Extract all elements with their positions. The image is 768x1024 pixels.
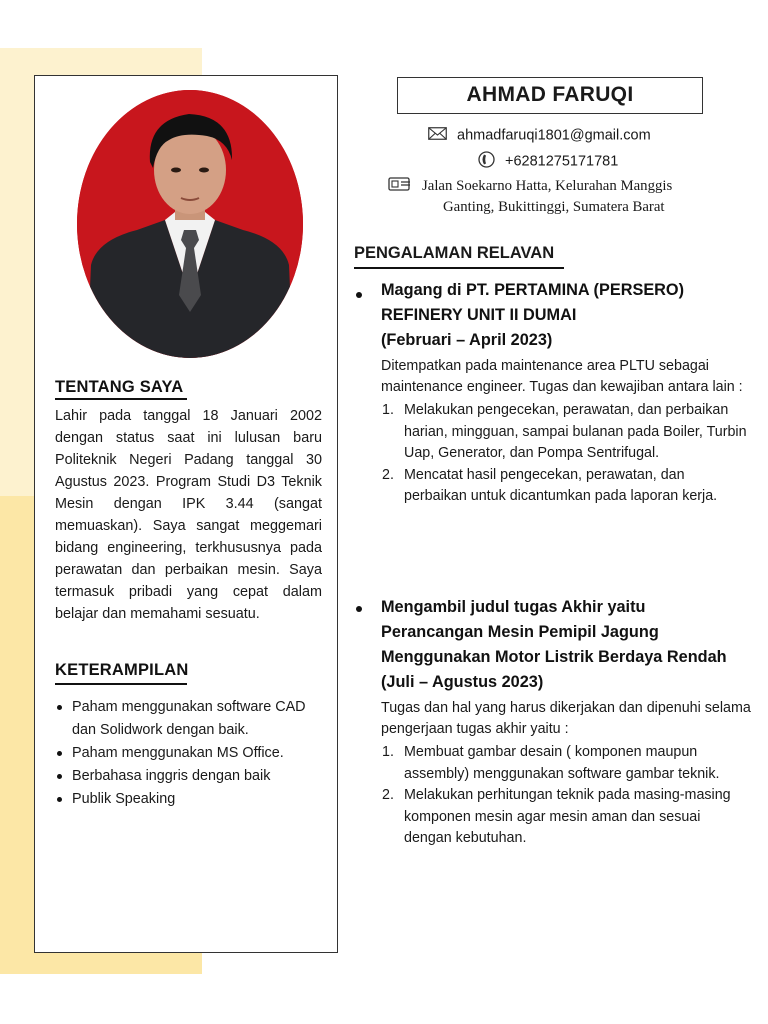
portrait-illustration: [77, 90, 303, 358]
about-text: Lahir pada tanggal 18 Januari 2002 dengan status saat ini lulusan baru Politeknik Negeri Padang tanggal 30 Agustus 2023. Program Studi D3 Teknik Mesin dengan IPK 3.44 (sangat memuaskan). Saya sangat meggemari bidang engineering, terkhususnya pada perawatan dan perbaikan mesin. Saya termasuk pribadi yang cepat dalam belajar dan memahami sesuatu.: [55, 408, 322, 622]
about-title-underline: [55, 398, 187, 400]
task-text: Melakukan pengecekan, perawatan, dan perbaikan harian, mingguan, sampai bulanan pada Boiler, Turbin Uap, Generator, dan Pompa Sentrifugal.: [404, 402, 747, 461]
skill-item: Paham menggunakan MS Office.: [55, 742, 330, 765]
email-text: ahmadfaruqi1801@gmail.com: [457, 127, 651, 144]
profile-photo: [77, 90, 303, 358]
task-text: Membuat gambar desain ( komponen maupun assembly) menggunakan software gambar teknik.: [404, 744, 720, 782]
phone-icon: [478, 151, 495, 172]
entry-bullet: [356, 292, 362, 298]
experience-entry: [381, 595, 751, 850]
entry-task-list: [381, 742, 751, 850]
address-icon-row: [388, 176, 422, 196]
task-text: Melakukan perhitungan teknik pada masing-masing komponen mesin agar mesin aman dan sesuai dengan kebutuhan.: [404, 787, 731, 846]
task-item: [381, 742, 751, 785]
task-item: [381, 785, 751, 850]
task-number: 2.: [382, 787, 394, 803]
experience-title: PENGALAMAN RELAVAN: [354, 244, 555, 262]
address-line-2: Ganting, Bukittinggi, Sumatera Barat: [443, 199, 665, 215]
task-text: Mencatat hasil pengecekan, perawatan, dan perbaikan untuk dicantumkan pada laporan kerja.: [404, 466, 718, 504]
entry-title: Magang di PT. PERTAMINA (PERSERO) REFINERY UNIT II DUMAI: [381, 281, 685, 324]
task-number: 1.: [382, 402, 394, 418]
task-number: 1.: [382, 744, 394, 760]
skills-title-underline: [55, 683, 187, 685]
task-item: [381, 465, 751, 508]
skill-item: Paham menggunakan software CAD dan Solidwork dengan baik.: [55, 696, 330, 742]
name-heading: AHMAD FARUQI: [397, 77, 703, 114]
entry-period: (Juli – Agustus 2023): [381, 673, 544, 691]
task-item: [381, 400, 751, 465]
about-title: TENTANG SAYA: [55, 378, 184, 396]
phone-row: [478, 151, 618, 172]
skill-item: Berbahasa inggris dengan baik: [55, 765, 330, 788]
skill-item: Publik Speaking: [55, 788, 330, 811]
entry-task-list: [381, 400, 751, 508]
email-row: [428, 127, 651, 144]
address-line-1: Jalan Soekarno Hatta, Kelurahan Manggis: [422, 178, 673, 194]
left-panel: [34, 75, 338, 953]
experience-entry: [381, 278, 751, 508]
envelope-icon: [428, 127, 447, 144]
entry-description: Tugas dan hal yang harus dikerjakan dan dipenuhi selama pengerjaan tugas akhir yaitu :: [381, 700, 751, 737]
skills-title: KETERAMPILAN: [55, 661, 189, 679]
address-card-icon: [388, 176, 412, 196]
experience-title-underline: [354, 267, 564, 269]
entry-title: Mengambil judul tugas Akhir yaitu Perancangan Mesin Pemipil Jagung Menggunakan Motor Listrik Berdaya Rendah: [381, 598, 727, 666]
phone-text: +6281275171781: [505, 153, 619, 170]
entry-bullet: [356, 606, 362, 612]
skills-list: [55, 696, 330, 811]
entry-description: Ditempatkan pada maintenance area PLTU sebagai maintenance engineer. Tugas dan kewajiban antara lain :: [381, 358, 743, 395]
entry-period: (Februari – April 2023): [381, 331, 553, 349]
task-number: 2.: [382, 466, 394, 483]
